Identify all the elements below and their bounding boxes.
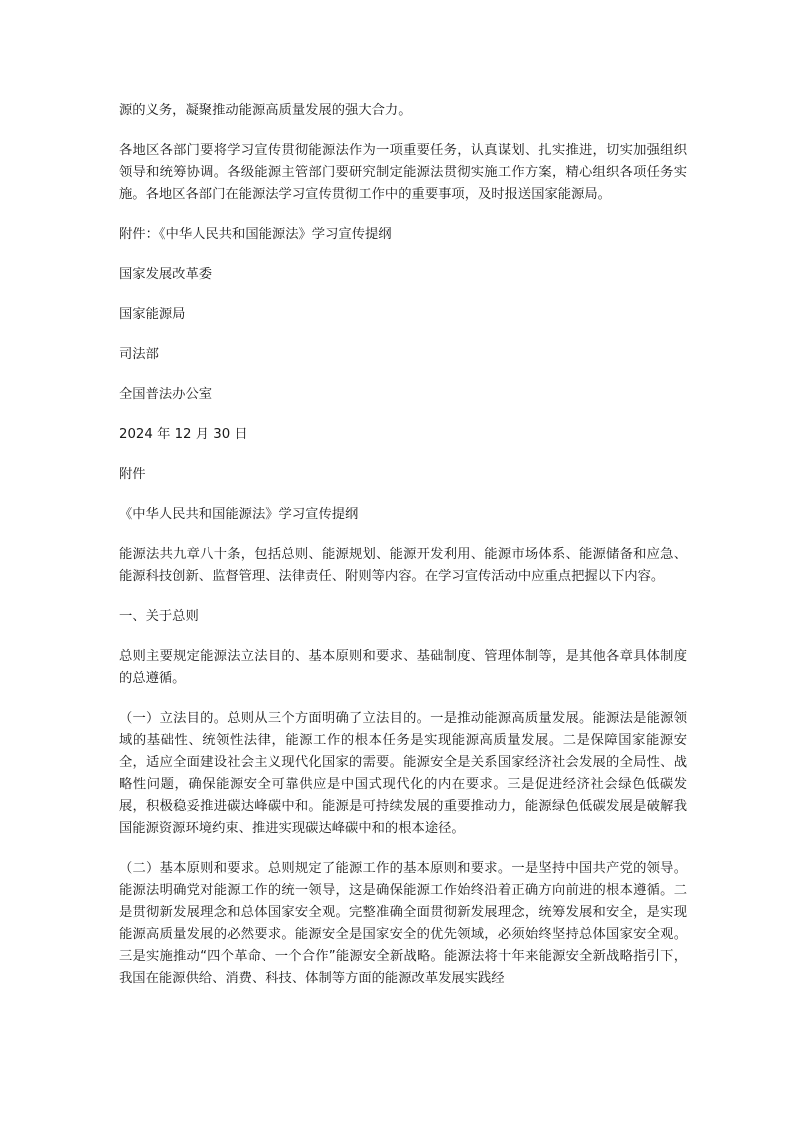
attachment-label: 附件: [119, 467, 146, 482]
document-date: 2024 年 12 月 30 日: [119, 427, 248, 442]
paragraph-legislative-purpose: （一）立法目的。总则从三个方面明确了立法目的。一是推动能源高质量发展。能源法是能源领域的基础性、统领性法律，能源工作的根本任务是实现能源高质量发展。二是保障国家能源安全，适应全面建设社会主义现代化国家的需要。能源安全是关系国家经济社会发展的全局性、战略性问题，确保能源安全可靠供应是中国式现代化的内在要求。三是促进经济社会绿色低碳发展，积极稳妥推进碳达峰碳中和。能源是可持续发展的重要推动力，能源绿色低碳发展是破解我国能源资源环境约束、推进实现碳达峰碳中和的根本途径。: [119, 711, 687, 836]
paragraph-implementation-requirements: 各地区各部门要将学习宣传贯彻能源法作为一项重要任务，认真谋划、扎实推进，切实加强组织领导和统筹协调。各级能源主管部门要研究制定能源法贯彻实施工作方案，精心组织各项任务实施。各地区各部门在能源法学习宣传贯彻工作中的重要事项，及时报送国家能源局。: [119, 143, 687, 202]
paragraph-law-overview: 能源法共九章八十条，包括总则、能源规划、能源开发利用、能源市场体系、能源储备和应急、能源科技创新、监督管理、法律责任、附则等内容。在学习宣传活动中应重点把握以下内容。: [119, 547, 687, 584]
attachment-title: 《中华人民共和国能源法》学习宣传提纲: [119, 507, 359, 522]
section-heading-general-provisions: 一、关于总则: [119, 609, 199, 624]
issuer-legal-publicity-office: 全国普法办公室: [119, 387, 213, 402]
issuer-ndrc: 国家发展改革委: [119, 267, 213, 282]
issuer-ministry-of-justice: 司法部: [119, 347, 159, 362]
attachment-reference: 附件：《中华人民共和国能源法》学习宣传提纲: [119, 227, 392, 242]
document-body: [119, 100, 687, 1008]
paragraph-general-provisions-summary: 总则主要规定能源法立法目的、基本原则和要求、基础制度、管理体制等，是其他各章具体制度的总遵循。: [119, 649, 687, 686]
paragraph-basic-principles: （二）基本原则和要求。总则规定了能源工作的基本原则和要求。一是坚持中国共产党的领导。能源法明确党对能源工作的统一领导，这是确保能源工作始终沿着正确方向前进的根本遵循。二是贯彻新发展理念和总体国家安全观。完整准确全面贯彻新发展理念，统筹发展和安全，是实现能源高质量发展的必然要求。能源安全是国家安全的优先领域，必须始终坚持总体国家安全观。三是实施推动“四个革命、一个合作”能源安全新战略。能源法将十年来能源安全新战略指引下，我国在能源供给、消费、科技、体制等方面的能源改革发展实践经: [119, 861, 687, 986]
paragraph-continuation: 源的义务，凝聚推动能源高质量发展的强大合力。: [119, 103, 412, 118]
issuer-nea: 国家能源局: [119, 307, 186, 322]
